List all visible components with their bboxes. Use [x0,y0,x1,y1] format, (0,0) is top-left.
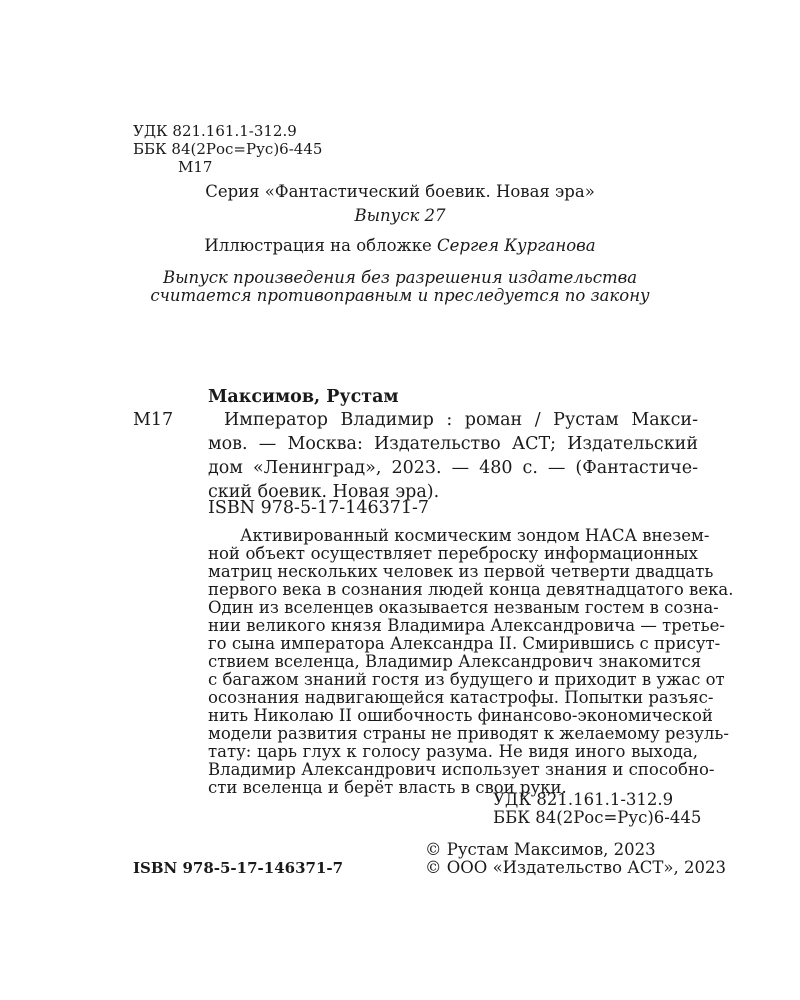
bib-description-line: дом «Ленинград», 2023. — 480 с. — (Фантастиче- [208,458,698,478]
annotation-line: матриц нескольких человек из первой четверти двадцать [208,562,714,581]
annotation-line: го сына императора Александра II. Смирившись с присут- [208,634,721,653]
bib-isbn: ISBN 978-5-17-146371-7 [208,498,430,518]
annotation-line: сти вселенца и берёт власть в свои руки. [208,778,567,797]
bib-description-line: мов. — Москва: Издательство АСТ; Издательский [208,434,698,454]
top-author-mark: М17 [178,158,213,176]
annotation-line: нить Николаю II ошибочность финансово-экономической [208,706,713,725]
bib-description-line: ский боевик. Новая эра). [208,482,440,502]
annotation-line: Один из вселенцев оказывается незваным гостем в созна- [208,598,719,617]
annotation-line: нии великого князя Владимира Александровича — третье- [208,616,726,635]
footer-isbn: ISBN 978-5-17-146371-7 [133,859,344,877]
bib-author: Максимов, Рустам [208,387,399,407]
top-udk: УДК 821.161.1-312.9 [133,122,297,140]
annotation-line: Активированный космическим зондом НАСА внезем- [240,526,710,545]
series-line: Серия «Фантастический боевик. Новая эра» [205,182,595,201]
annotation-line: ной объект осуществляет переброску информационных [208,544,698,563]
copyright-publisher: © ООО «Издательство АСТ», 2023 [425,858,726,877]
annotation [208,526,734,797]
bib-mark: М17 [133,410,174,430]
annotation-line: осознания надвигающейся катастрофы. Попытки разъяс- [208,688,714,707]
annotation-line: Владимир Александрович использует знания и способно- [208,760,715,779]
series-issue: Выпуск 27 [354,206,446,225]
illustration-artist: Сергея Курганова [437,236,596,255]
top-bbk: ББК 84(2Рос=Рус)6-445 [133,140,323,158]
copyright-author: © Рустам Максимов, 2023 [425,840,656,859]
bib-description-line: Император Владимир : роман / Рустам Макси- [224,410,698,430]
bottom-bbk: ББК 84(2Рос=Рус)6-445 [493,808,702,827]
annotation-line: первого века в сознания людей конца девятнадцатого века. [208,580,734,599]
legal-notice-line-2: считается противоправным и преследуется по закону [150,286,650,305]
annotation-line: модели развития страны не приводят к желаемому резуль- [208,724,729,743]
legal-notice-line-1: Выпуск произведения без разрешения издательства [162,268,638,287]
illustration-credit [0,236,800,255]
bib-description [208,410,698,506]
bottom-udk: УДК 821.161.1-312.9 [493,790,674,809]
annotation-line: с багажом знаний гостя из будущего и приходит в ужас от [208,670,725,689]
annotation-line: ствием вселенца, Владимир Александрович знакомится [208,652,702,671]
annotation-line: тату: царь глух к голосу разума. Не видя иного выхода, [208,742,698,761]
illustration-prefix: Иллюстрация на обложке [204,236,438,255]
